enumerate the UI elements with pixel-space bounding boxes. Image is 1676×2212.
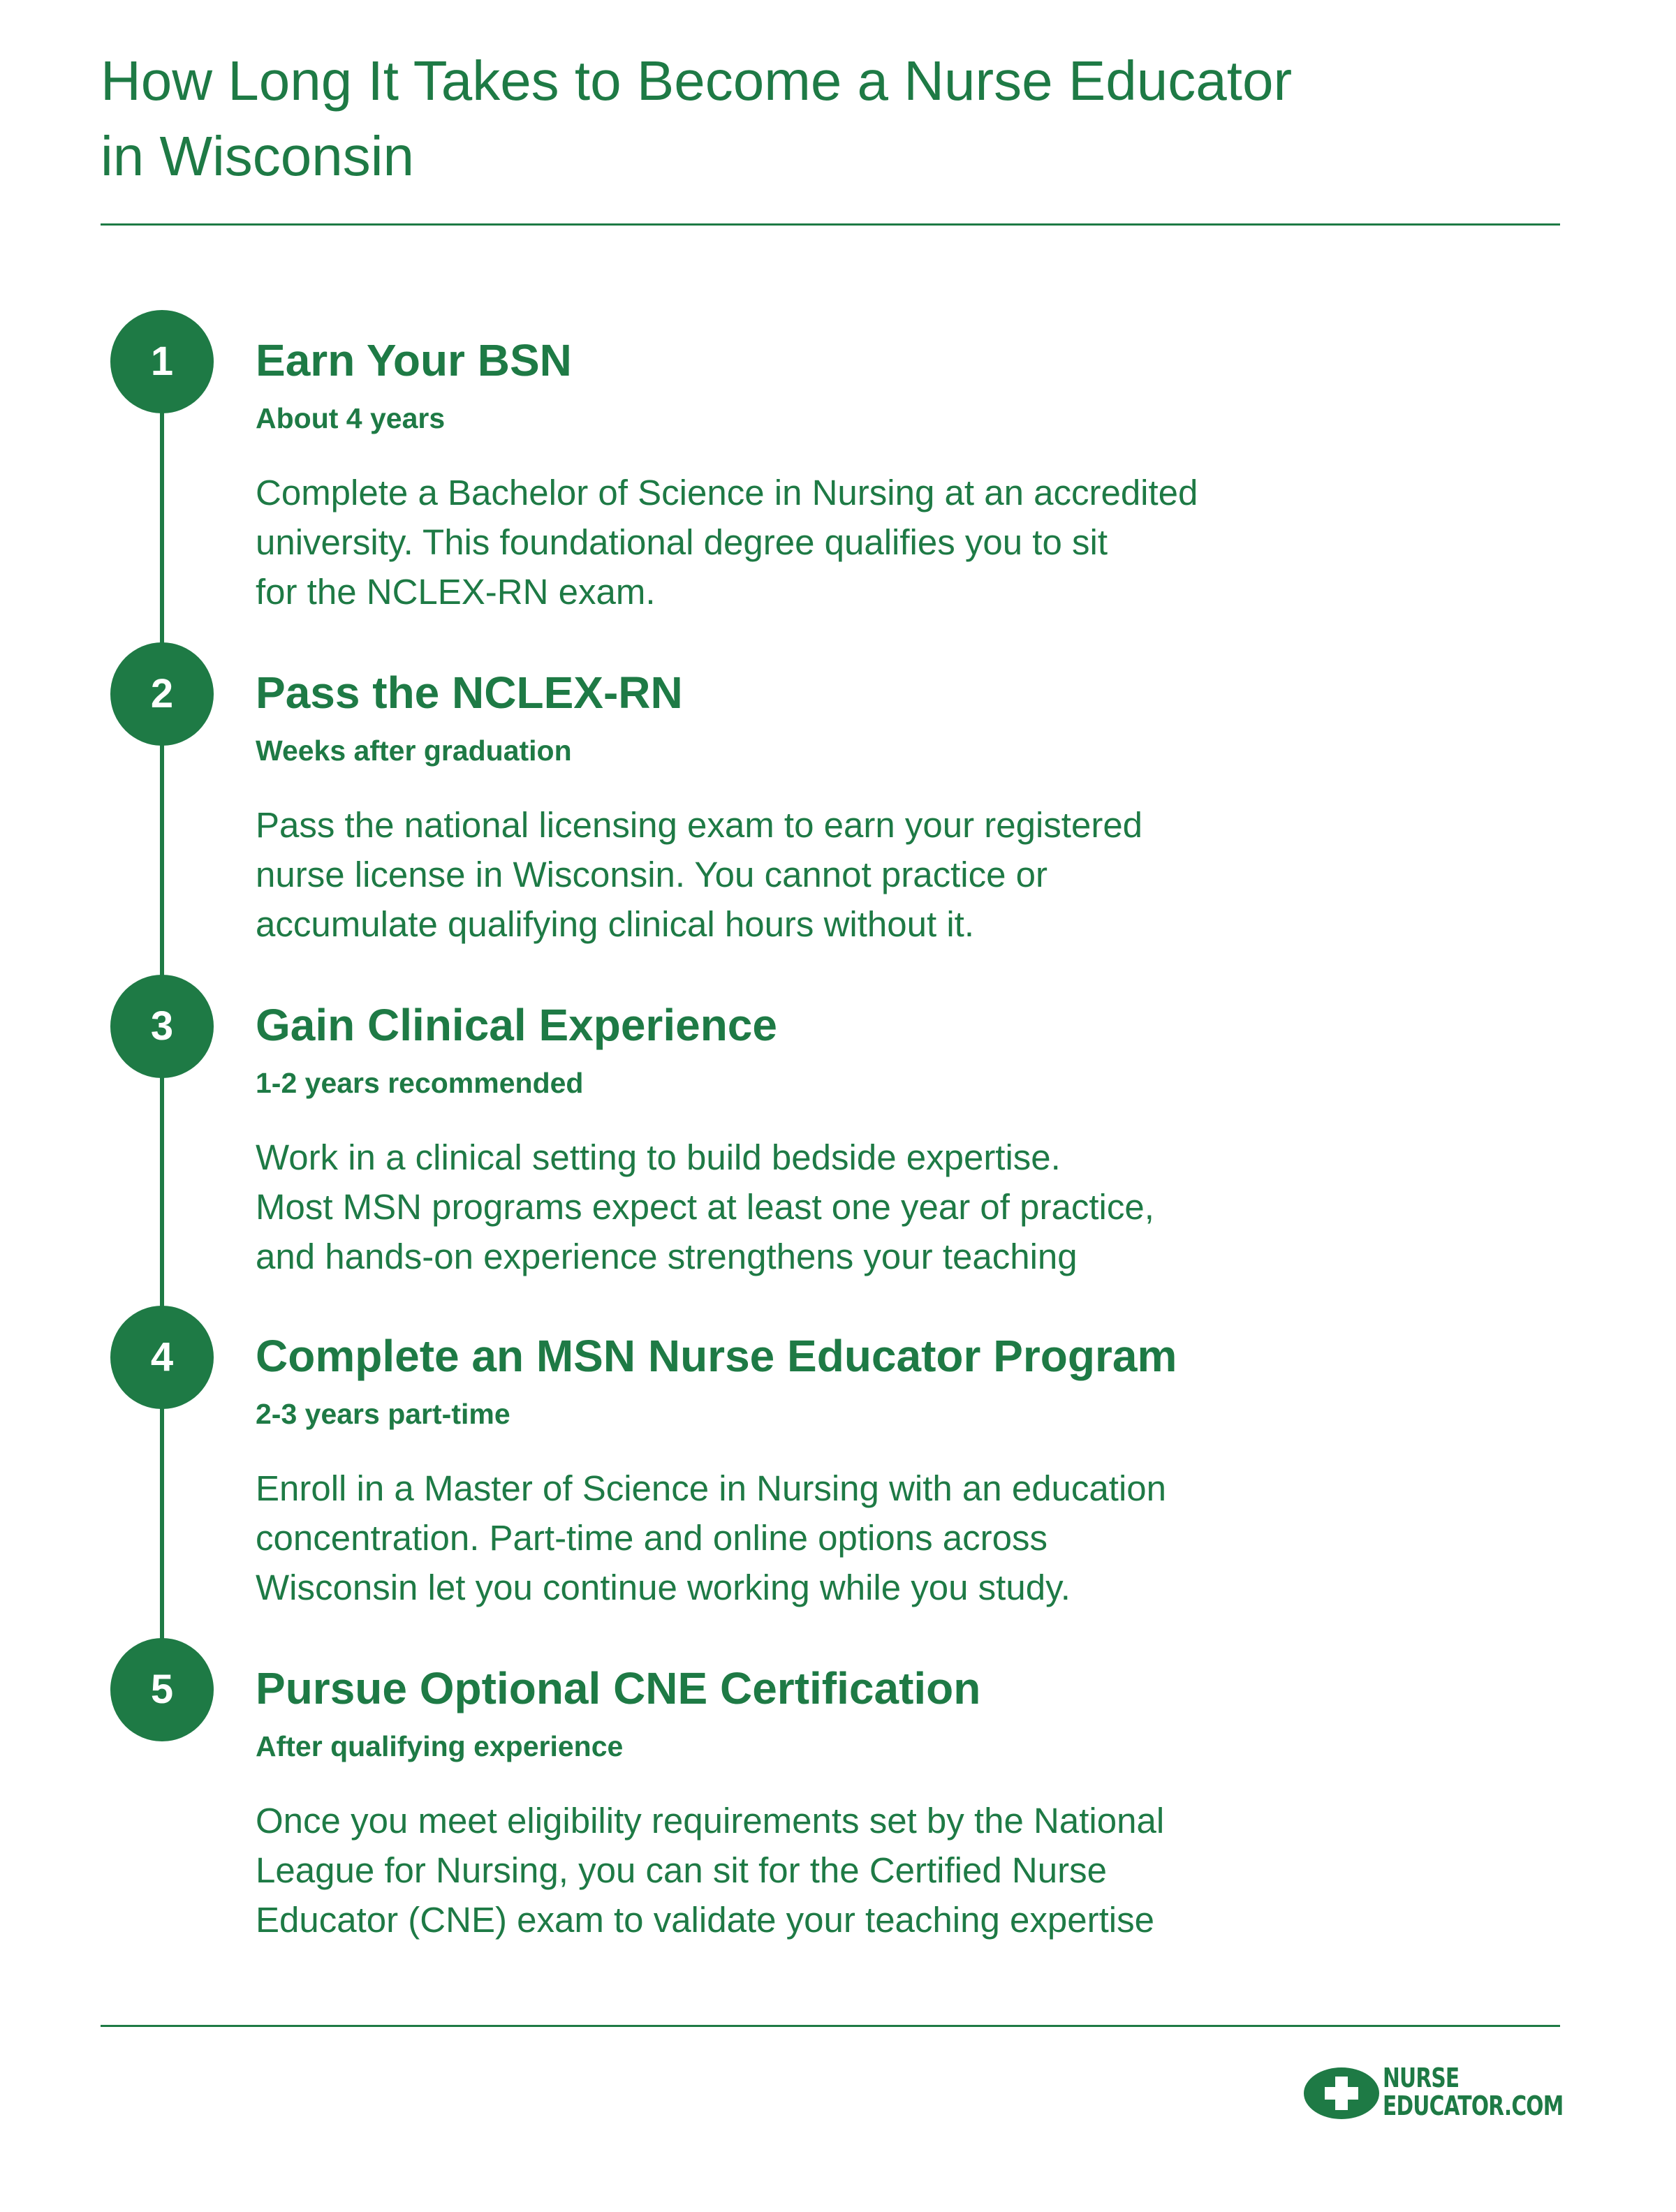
brand-wordmark-line-1: NURSE (1383, 2063, 1460, 2093)
step-title: Gain Clinical Experience (256, 1000, 777, 1050)
step-description-line: Enroll in a Master of Science in Nursing with an education (256, 1468, 1167, 1508)
medical-cross-icon (1303, 2067, 1380, 2120)
step-duration: Weeks after graduation (256, 735, 572, 767)
page-title (101, 43, 1497, 194)
step-duration: 2-3 years part-time (256, 1398, 510, 1430)
brand-wordmark (1383, 2064, 1563, 2120)
step-description-line: concentration. Part-time and online options across (256, 1518, 1048, 1558)
step-number-badge: 1 (110, 310, 214, 413)
step-number-badge: 4 (110, 1306, 214, 1409)
bottom-divider (101, 2025, 1560, 2027)
step-description (256, 800, 1345, 949)
step-title: Pass the NCLEX-RN (256, 668, 683, 718)
page-title-line-1: How Long It Takes to Become a Nurse Educator (101, 50, 1293, 112)
step-duration: 1-2 years recommended (256, 1067, 584, 1099)
step-description-line: Once you meet eligibility requirements set by the National (256, 1801, 1165, 1841)
step-description-line: Pass the national licensing exam to earn your registered (256, 805, 1143, 845)
step-description-line: Wisconsin let you continue working while you study. (256, 1568, 1071, 1607)
step-title: Earn Your BSN (256, 335, 572, 385)
step-description (256, 468, 1345, 617)
step-number-badge: 5 (110, 1638, 214, 1741)
step-number-badge: 2 (110, 642, 214, 746)
step-description-line: and hands-on experience strengthens your teaching (256, 1237, 1078, 1276)
step-description (256, 1463, 1345, 1612)
step-description-line: nurse license in Wisconsin. You cannot practice or (256, 855, 1048, 894)
step-title: Complete an MSN Nurse Educator Program (256, 1331, 1177, 1381)
top-divider (101, 223, 1560, 226)
step-description (256, 1133, 1345, 1281)
brand-wordmark-line-2: EDUCATOR.COM (1383, 2091, 1564, 2121)
step-title: Pursue Optional CNE Certification (256, 1663, 981, 1713)
step-description-line: university. This foundational degree qualifies you to sit (256, 522, 1108, 562)
step-description-line: Work in a clinical setting to build bedside expertise. (256, 1137, 1061, 1177)
brand-logo (1303, 2058, 1564, 2125)
step-description-line: League for Nursing, you can sit for the Certified Nurse (256, 1850, 1107, 1890)
step-duration: After qualifying experience (256, 1730, 624, 1762)
step-duration: About 4 years (256, 402, 446, 434)
step-description-line: Complete a Bachelor of Science in Nursing at an accredited (256, 473, 1198, 513)
step-description-line: Most MSN programs expect at least one year of practice, (256, 1187, 1154, 1227)
step-number-badge: 3 (110, 975, 214, 1078)
step-description-line: for the NCLEX-RN exam. (256, 572, 656, 612)
page-title-line-2: in Wisconsin (101, 125, 415, 187)
step-description-line: Educator (CNE) exam to validate your teaching expertise (256, 1900, 1154, 1940)
step-description (256, 1796, 1345, 1945)
step-description-line: accumulate qualifying clinical hours without it. (256, 904, 975, 944)
